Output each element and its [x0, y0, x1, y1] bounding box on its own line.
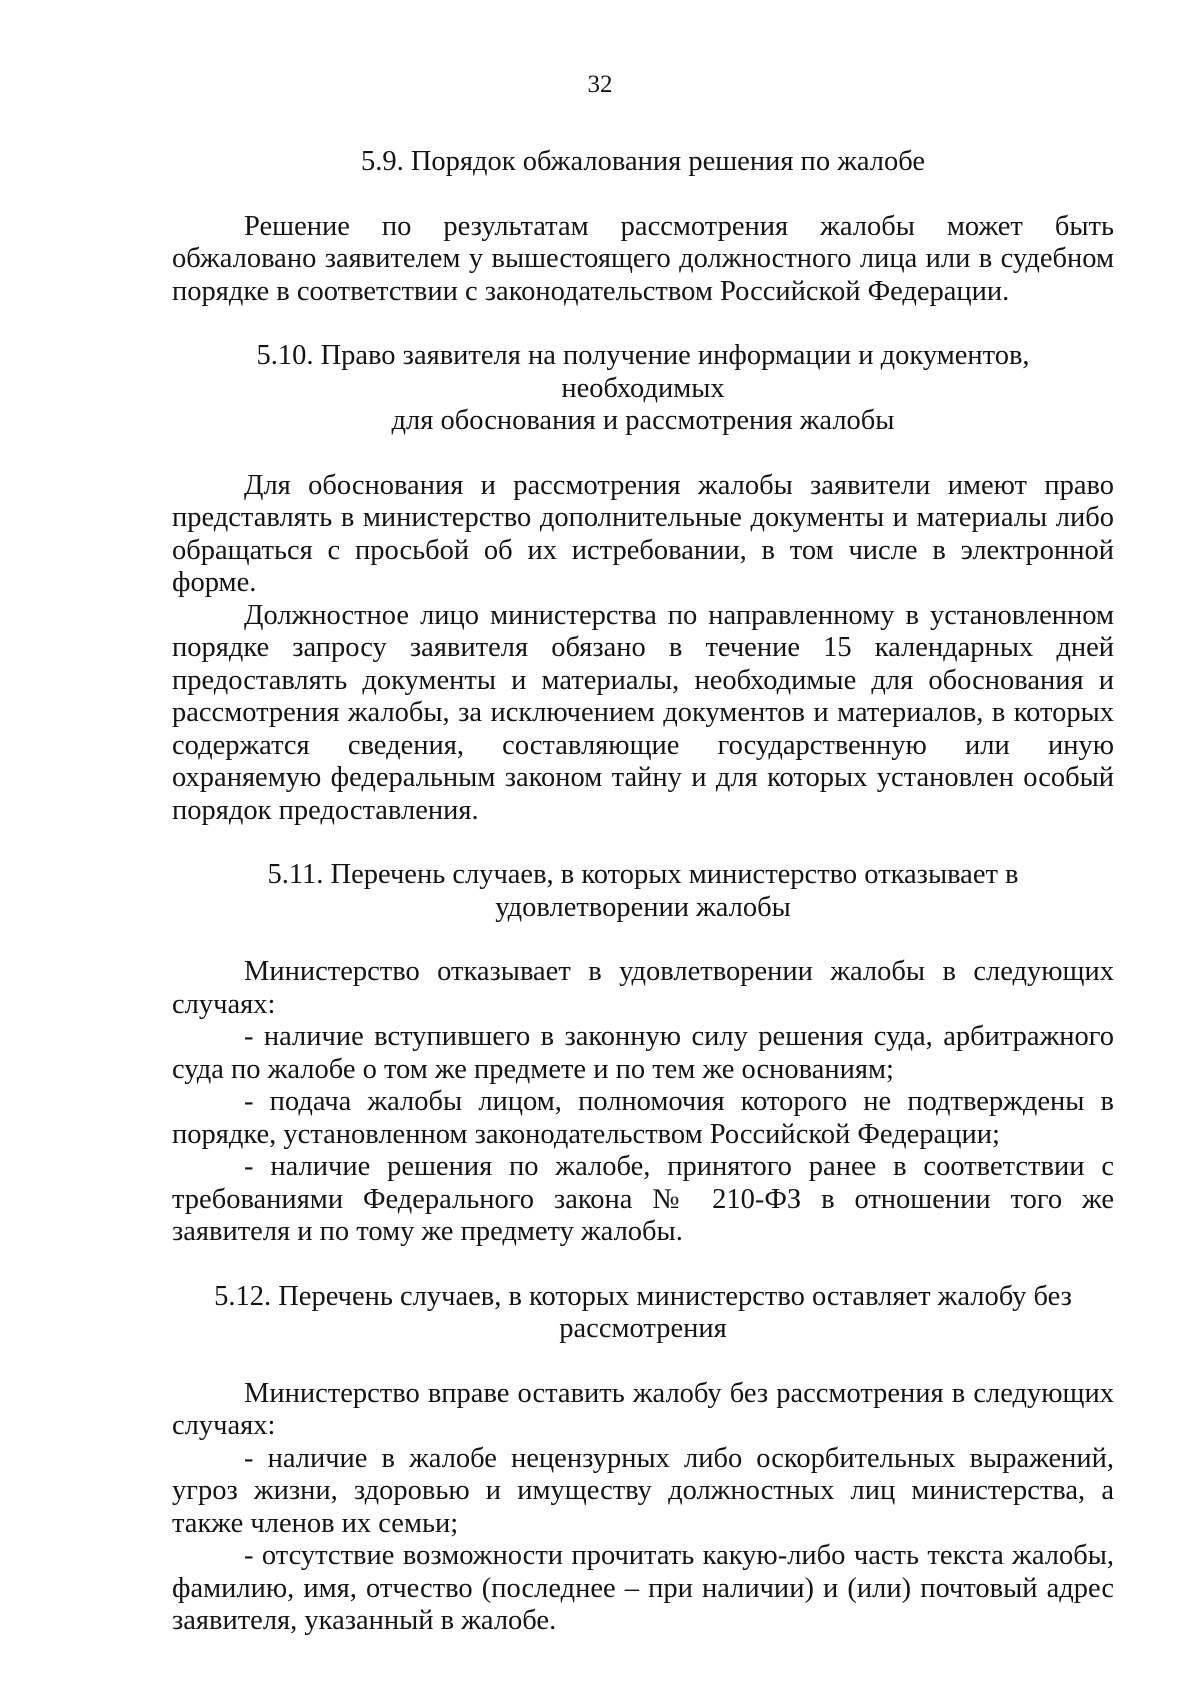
section-heading-line-2: для обоснования и рассмотрения жалобы	[391, 405, 895, 436]
paragraph: Должностное лицо министерства по направленному в установленном порядке запросу заявителя обязано в течение 15 календарных дней предоставлять документы и материалы, необходимые для обоснования и рассмотрения жалобы, за исключением документов и материалов, в которых содержатся сведения, составляющие государственную или иную охраняемую федеральным законом тайну и для которых установлен особый порядок предоставления.	[172, 599, 1114, 826]
section-heading-line-2: удовлетворении жалобы	[495, 891, 791, 923]
list-item: - наличие вступившего в законную силу решения суда, арбитражного суда по жалобе о том же предмете и по тем же основаниям;	[172, 1021, 1114, 1085]
list-item: - подача жалобы лицом, полномочия которого не подтверждены в порядке, установленном законодательством Российской Федерации;	[172, 1086, 1114, 1150]
paragraph: Министерство вправе оставить жалобу без рассмотрения в следующих случаях:	[172, 1377, 1114, 1441]
list-item: - наличие в жалобе нецензурных либо оскорбительных выражений, угроз жизни, здоровью и имуществу должностных лиц министерства, а также членов их семьи;	[172, 1442, 1114, 1539]
list-item: - отсутствие возможности прочитать какую-либо часть текста жалобы, фамилию, имя, отчество (последнее – при наличии) и (или) почтовый адрес заявителя, указанный в жалобе.	[172, 1540, 1114, 1636]
section-5-10	[172, 340, 1114, 827]
page-number: 32	[587, 71, 613, 98]
document-body	[172, 146, 1114, 1638]
paragraph: Для обоснования и рассмотрения жалобы заявители имеют право представлять в министерство дополнительные документы и материалы либо обращаться с просьбой об их истребовании, в том числе в электронной форме.	[172, 469, 1114, 598]
section-heading-line-1: 5.11. Перечень случаев, в которых министерство отказывает в	[267, 859, 1019, 890]
section-heading-line-2: рассмотрения	[559, 1313, 727, 1344]
section-5-9	[172, 146, 1114, 308]
paragraph: Министерство отказывает в удовлетворении жалобы в следующих случаях:	[172, 956, 1114, 1020]
section-heading-line-1: 5.12. Перечень случаев, в которых министерство оставляет жалобу без	[214, 1280, 1072, 1312]
section-5-12	[172, 1281, 1114, 1638]
list-item: - наличие решения по жалобе, принятого ранее в соответствии с требованиями Федерального закона № 210-ФЗ в отношении того же заявителя и по тому же предмету жалобы.	[172, 1151, 1114, 1247]
paragraph: Решение по результатам рассмотрения жалобы может быть обжаловано заявителем у вышестоящего должностного лица или в судебном порядке в соответствии с законодательством Российской Федерации.	[172, 210, 1114, 307]
section-heading: 5.9. Порядок обжалования решения по жалобе	[360, 146, 926, 177]
section-5-11	[172, 859, 1114, 1249]
section-heading-line-1: 5.10. Право заявителя на получение информации и документов, необходимых	[256, 340, 1030, 404]
